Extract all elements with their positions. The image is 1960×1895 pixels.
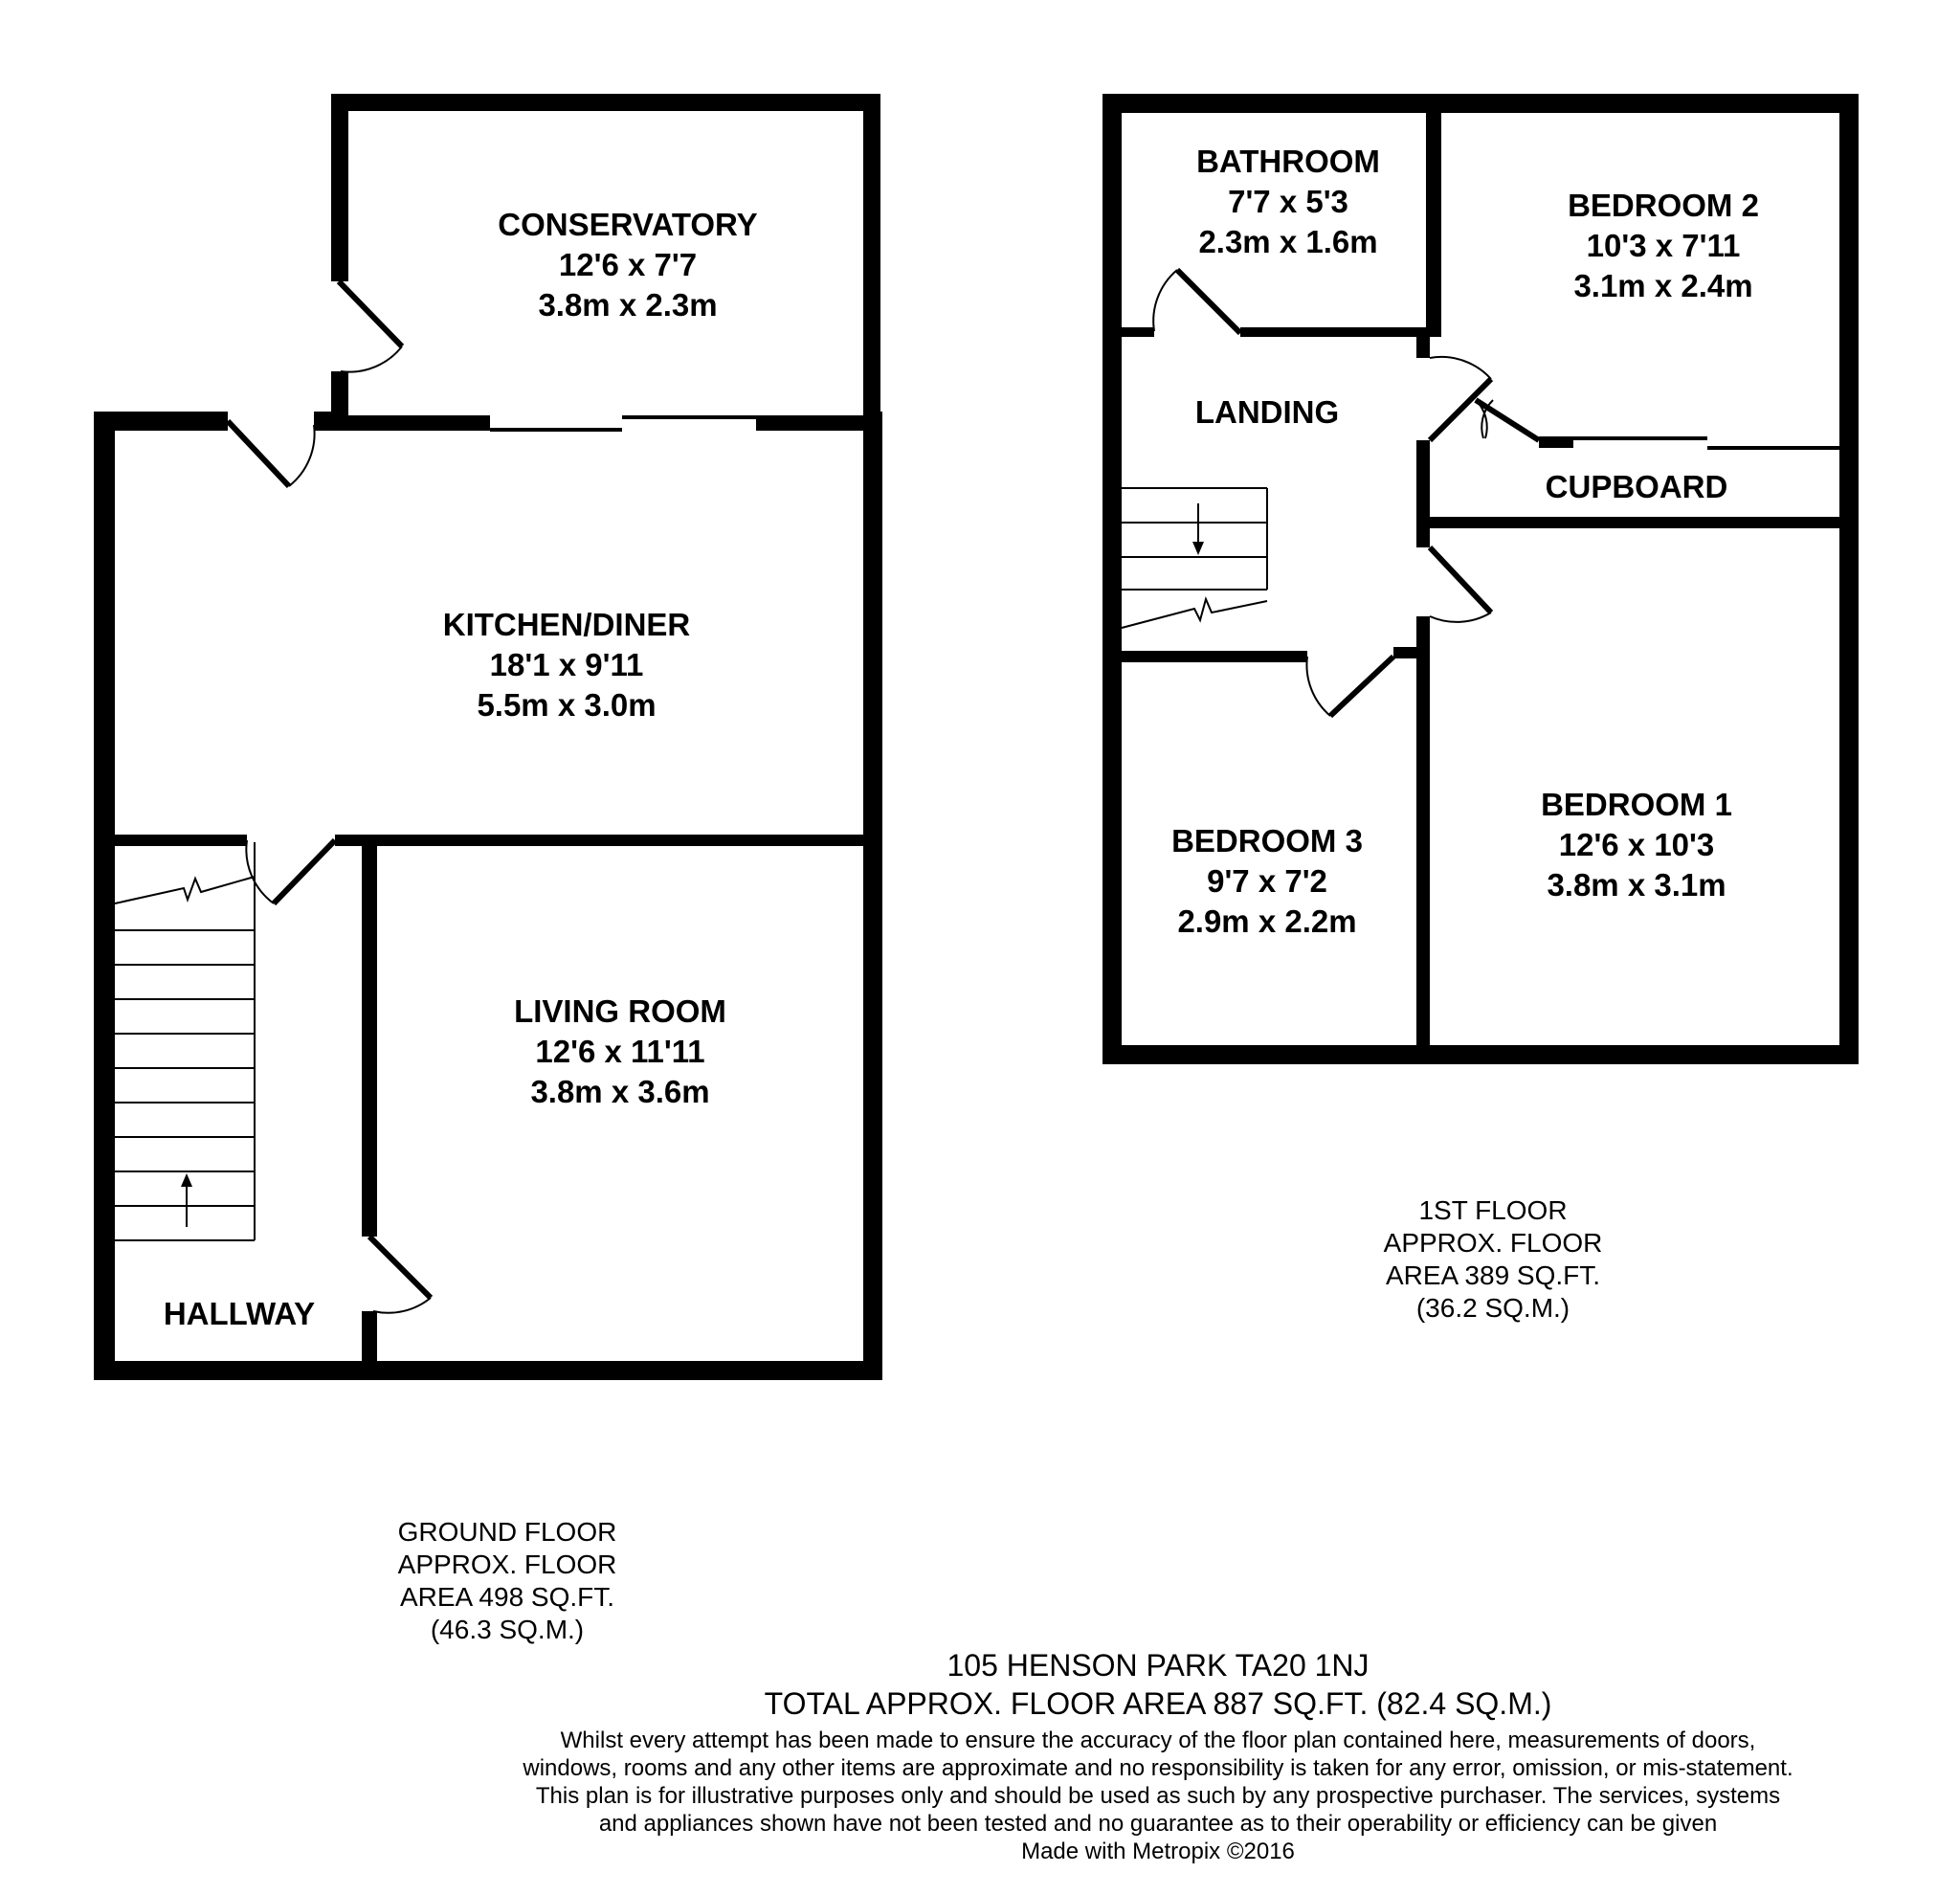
room-name-landing: LANDING: [1194, 394, 1340, 430]
room-name-bathroom: BATHROOM: [1196, 144, 1380, 179]
room-imperial-kitchen-diner: 18'1 x 9'11: [489, 647, 644, 682]
ground-floor-caption-line: APPROX. FLOOR: [397, 1549, 617, 1579]
credit-text: Made with Metropix ©2016: [1021, 1839, 1295, 1864]
room-metric-bedroom-3: 2.9m x 2.2m: [1177, 903, 1357, 939]
ground-floor-caption-line: GROUND FLOOR: [397, 1517, 617, 1547]
first-floor-stairs: [1122, 488, 1267, 628]
room-metric-conservatory: 3.8m x 2.3m: [538, 287, 718, 323]
room-imperial-conservatory: 12'6 x 7'7: [558, 247, 698, 282]
ground-stairs: [115, 842, 255, 1240]
first-floor-caption-line: AREA 389 SQ.FT.: [1385, 1260, 1601, 1290]
ground-floor-caption-line: AREA 498 SQ.FT.: [399, 1582, 615, 1612]
room-name-hallway: HALLWAY: [163, 1296, 316, 1331]
room-name-kitchen-diner: KITCHEN/DINER: [442, 607, 691, 642]
room-metric-bathroom: 2.3m x 1.6m: [1198, 224, 1378, 259]
property-address: 105 HENSON PARK TA20 1NJ: [947, 1648, 1370, 1683]
room-metric-bedroom-1: 3.8m x 3.1m: [1547, 867, 1726, 903]
plan-footer: [517, 1646, 1799, 1865]
ground-floor-caption: [316, 1516, 699, 1646]
room-metric-living-room: 3.8m x 3.6m: [530, 1074, 710, 1109]
first-floor-caption-line: 1ST FLOOR: [1418, 1195, 1568, 1225]
first-floor-plan: [1102, 94, 1859, 1064]
first-floor-caption: [1302, 1194, 1684, 1325]
room-name-cupboard: CUPBOARD: [1545, 469, 1728, 504]
room-imperial-living-room: 12'6 x 11'11: [535, 1034, 705, 1069]
first-floor-caption-line: (36.2 SQ.M.): [1415, 1293, 1570, 1323]
room-metric-bedroom-2: 3.1m x 2.4m: [1573, 268, 1753, 303]
ground-floor-plan: [94, 94, 882, 1380]
first-floor-caption-line: APPROX. FLOOR: [1383, 1228, 1603, 1258]
room-name-conservatory: CONSERVATORY: [498, 207, 758, 242]
room-metric-kitchen-diner: 5.5m x 3.0m: [477, 687, 657, 723]
room-imperial-bedroom-1: 12'6 x 10'3: [1558, 827, 1715, 862]
room-name-living-room: LIVING ROOM: [514, 993, 726, 1029]
ground-floor-caption-line: (46.3 SQ.M.): [430, 1615, 585, 1644]
room-imperial-bedroom-3: 9'7 x 7'2: [1207, 863, 1327, 899]
room-name-bedroom-1: BEDROOM 1: [1541, 787, 1732, 822]
room-imperial-bedroom-2: 10'3 x 7'11: [1586, 228, 1741, 263]
room-name-bedroom-2: BEDROOM 2: [1568, 188, 1759, 223]
room-imperial-bathroom: 7'7 x 5'3: [1228, 184, 1348, 219]
room-name-bedroom-3: BEDROOM 3: [1171, 823, 1363, 858]
total-floor-area: TOTAL APPROX. FLOOR AREA 887 SQ.FT. (82.4 SQ.M.): [764, 1686, 1552, 1721]
disclaimer-text: Whilst every attempt has been made to ensure the accuracy of the floor plan contained here, measurements of doors, windows, rooms and any other items are approximate and no responsibility is taken for any error, omission, or mis-statement. This plan is for illustrative purposes only and should be used as such by any prospective purchaser. The services, systems and appliances shown have not been tested and no guarantee as to their operability or efficiency can be given: [523, 1728, 1793, 1837]
